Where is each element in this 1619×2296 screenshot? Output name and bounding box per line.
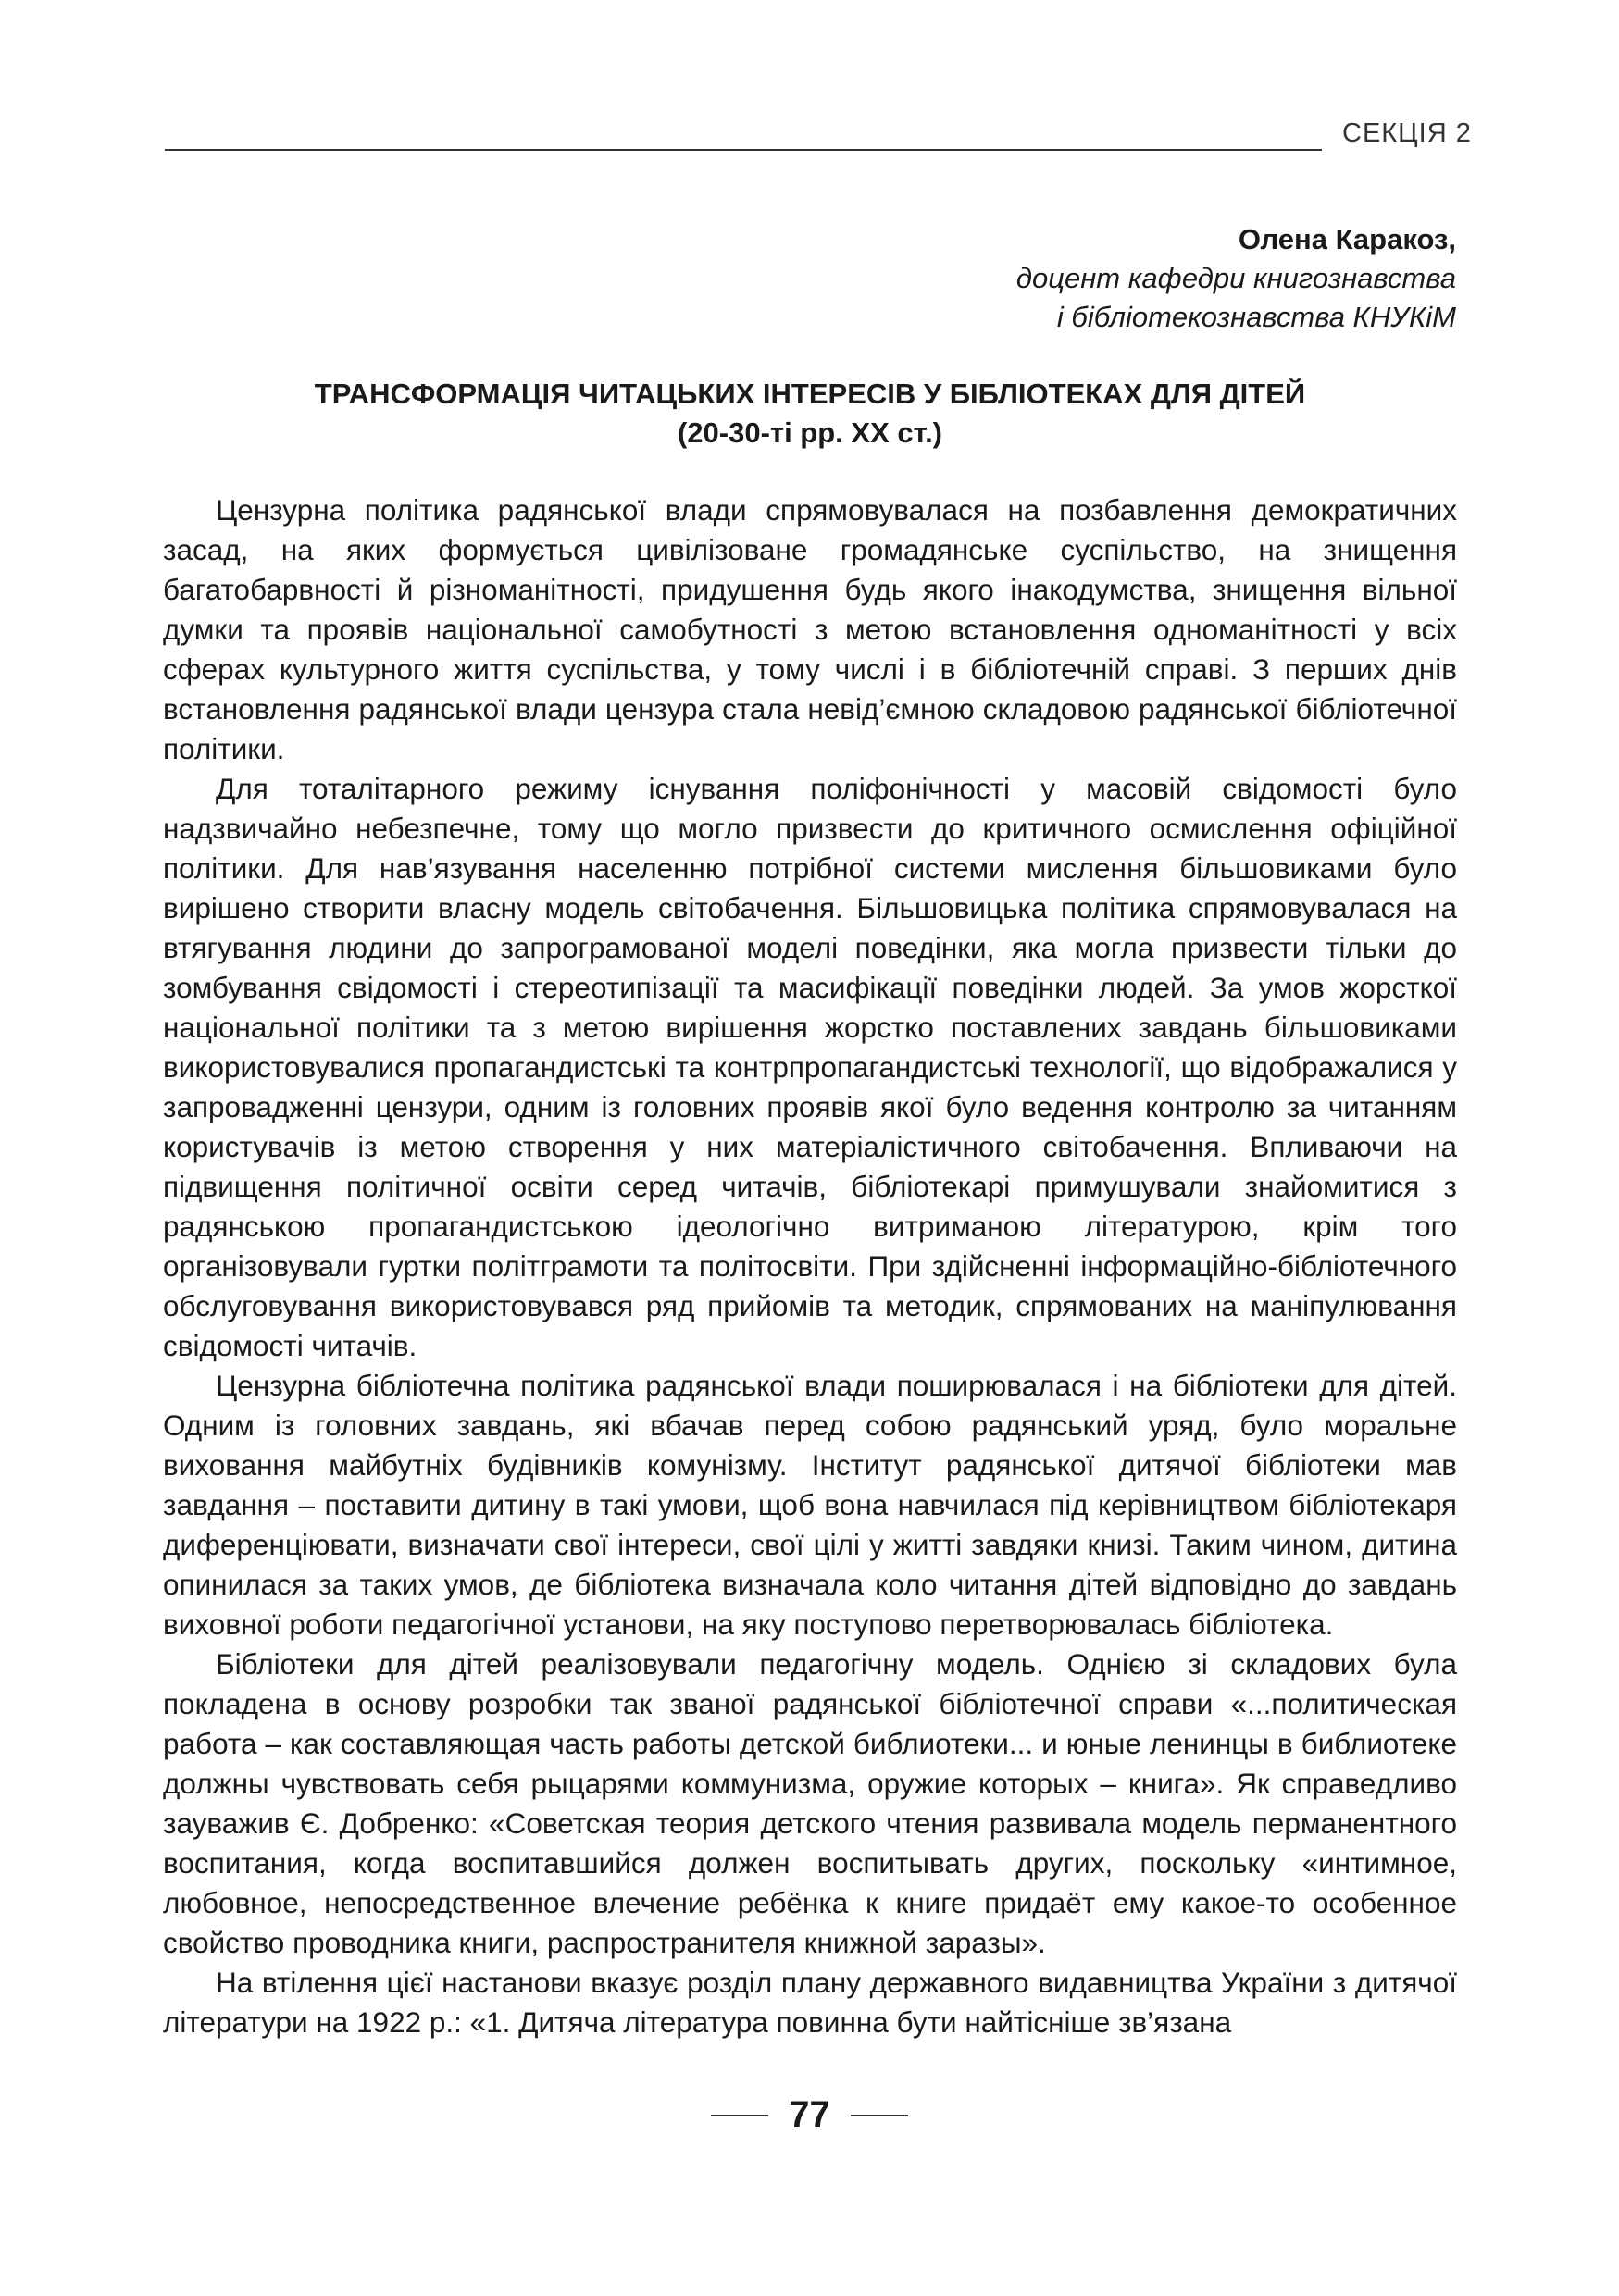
author-name: Олена Каракоз,: [1238, 223, 1456, 255]
paragraph-4: Бібліотеки для дітей реалізовували педагогічну модель. Однією зі складових була покладена в основу розробки так званої радянської бібліотечної справи «...политическая работа – как составляющая часть работы детской библиотеки... и юные ленинцы в библиотеке должны чувствовать себя рыцарями коммунизма, оружие которых – книга». Як справедливо зауважив Є. Добренко: «Советская теория детского чтения развивала модель перманентного воспитания, когда воспитавшийся должен воспитывать других, поскольку «интимное, любовное, непосредственное влечение ребёнка к книге придаёт ему какое-то особенное свойство проводника книги, распространителя книжной заразы».: [163, 1647, 1457, 1959]
header-rule: [165, 149, 1322, 151]
page-footer: [0, 2094, 1619, 2136]
footer-rule-left: [711, 2115, 768, 2116]
page-number: 77: [789, 2094, 830, 2135]
article-title-line-1: ТРАНСФОРМАЦІЯ ЧИТАЦЬКИХ ІНТЕРЕСІВ У БІБЛІОТЕКАХ ДЛЯ ДІТЕЙ: [314, 378, 1306, 410]
section-label: СЕКЦІЯ 2: [1342, 118, 1472, 148]
author-position-line-2: і бібліотекознавства КНУКіМ: [1056, 301, 1456, 333]
paragraph-3: Цензурна бібліотечна політика радянської влади поширювалася і на бібліотеки для дітей. Одним із головних завдань, які вбачав перед собою радянський уряд, було моральне виховання майбутніх будівників комунізму. Інститут радянської дитячої бібліотеки мав завдання – поставити дитину в такі умови, щоб вона навчилася під керівництвом бібліотекаря диференціювати, визначати свої інтереси, свої цілі у житті завдяки книзі. Таким чином, дитина опинилася за таких умов, де бібліотека визначала коло читання дітей відповідно до завдань виховної роботи педагогічної установи, на яку поступово перетворювалась бібліотека.: [163, 1369, 1457, 1641]
article-title-line-2: (20-30-ті рр. ХХ ст.): [677, 416, 943, 449]
author-position-line-1: доцент кафедри книгознавства: [1015, 262, 1456, 294]
article-body: [163, 490, 1457, 2042]
footer-rule-right: [851, 2115, 908, 2116]
author-block: [1016, 220, 1456, 337]
paragraph-2: Для тоталітарного режиму існування поліфонічності у масовій свідомості було надзвичайно небезпечне, тому що могло призвести до критичного осмислення офіційної політики. Для нав’язування населенню потрібної системи мислення більшовиками було вирішено створити власну модель світобачення. Більшовицька політика спрямовувалася на втягування людини до запрограмованої моделі поведінки, яка могла призвести тільки до зомбування свідомості і стереотипізації та масифікації поведінки людей. За умов жорсткої національної політики та з метою вирішення жорстко поставлених завдань більшовиками використовувалися пропагандистські та контрпропагандистські технології, що відображалися у запровадженні цензури, одним із головних проявів якої було ведення контролю за читанням користувачів із метою створення у них матеріалістичного світобачення. Впливаючи на підвищення політичної освіти серед читачів, бібліотекарі примушували знайомитися з радянською пропагандистською ідеологічно витриманою літературою, крім того організовували гуртки політграмоти та політосвіти. При здійсненні інформаційно-бібліотечного обслуговування використовувався ряд прийомів та методик, спрямованих на маніпулювання свідомості читачів.: [163, 772, 1457, 1362]
article-title: [163, 375, 1457, 453]
paragraph-5: На втілення цієї настанови вказує розділ плану державного видавництва України з дитячої літератури на 1922 р.: «1. Дитяча література повинна бути найтісніше зв’язана: [163, 1966, 1457, 2039]
paragraph-1: Цензурна політика радянської влади спрямовувалася на позбавлення демократичних засад, на яких формується цивілізоване громадянське суспільство, на знищення багатобарвності й різноманітності, придушення будь якого інакодумства, знищення вільної думки та проявів національної самобутності з метою встановлення одноманітності у всіх сферах культурного життя суспільства, у тому числі і в бібліотечній справі. З перших днів встановлення радянської влади цензура стала невід’ємною складовою радянської бібліотечної політики.: [163, 493, 1457, 765]
